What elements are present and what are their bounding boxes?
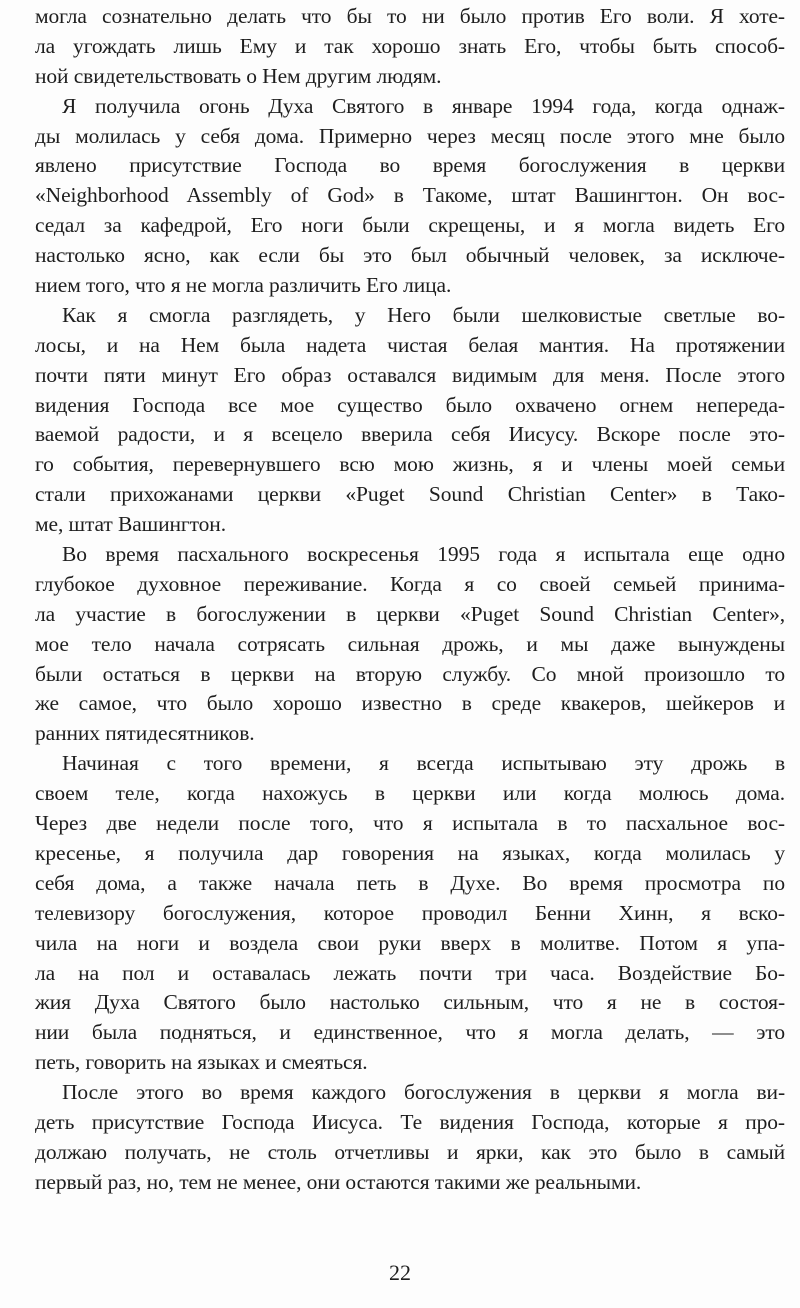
paragraph xyxy=(35,540,785,749)
text-line: деть присутствие Господа Иисуса. Те видения Господа, которые я про- xyxy=(35,1109,785,1134)
text-line: нием того, что я не могла различить Его лица. xyxy=(35,273,452,298)
text-line: седал за кафедрой, Его ноги были скрещены, и я могла видеть Его xyxy=(35,213,785,238)
text-line: ла угождать лишь Ему и так хорошо знать Его, чтобы быть способ- xyxy=(35,33,785,58)
text-line: петь, говорить на языках и смеяться. xyxy=(35,1050,368,1075)
paragraph xyxy=(35,749,785,1078)
text-line: лосы, и на Нем была надета чистая белая мантия. На протяжении xyxy=(35,332,785,357)
text-line: первый раз, но, тем не менее, они остаются такими же реальными. xyxy=(35,1169,642,1194)
text-line: ранних пятидесятников. xyxy=(35,721,255,746)
text-line: нии была подняться, и единственное, что я могла делать, — это xyxy=(35,1020,785,1045)
text-line: глубокое духовное переживание. Когда я со своей семьей принима- xyxy=(35,571,785,596)
paragraph xyxy=(35,2,785,92)
body-text xyxy=(35,2,785,1198)
page-number: 22 xyxy=(389,1260,411,1285)
text-line: После этого во время каждого богослужения в церкви я могла ви- xyxy=(62,1080,785,1105)
text-line: телевизору богослужения, которое проводил Бенни Хинн, я вско- xyxy=(35,900,785,925)
text-line: ла на пол и оставалась лежать почти три часа. Воздействие Бо- xyxy=(35,960,785,985)
text-line: ды молилась у себя дома. Примерно через месяц после этого мне было xyxy=(35,123,785,148)
text-line: жия Духа Святого было настолько сильным, что я не в состоя- xyxy=(35,990,785,1015)
text-line: ваемой радости, и я всецело вверила себя Иисусу. Вскоре после это- xyxy=(35,422,785,447)
text-line: мое тело начала сотрясать сильная дрожь, и мы даже вынуждены xyxy=(35,631,785,656)
text-line: себя дома, а также начала петь в Духе. Во время просмотра по xyxy=(35,870,785,895)
text-line: Через две недели после того, что я испытала в то пасхальное вос- xyxy=(35,811,785,836)
text-line: Начиная с того времени, я всегда испытываю эту дрожь в xyxy=(62,751,785,776)
text-line: явлено присутствие Господа во время богослужения в церкви xyxy=(35,153,785,178)
text-line: Как я смогла разглядеть, у Него были шелковистые светлые во- xyxy=(62,302,785,327)
text-line: го события, перевернувшего всю мою жизнь, я и члены моей семьи xyxy=(35,452,785,477)
text-line: были остаться в церкви на вторую службу. Со мной произошло то xyxy=(35,661,785,686)
text-line: «Neighborhood Assembly of God» в Такоме, штат Вашингтон. Он вос- xyxy=(35,183,785,208)
paragraph xyxy=(35,1078,785,1198)
text-line: Во время пасхального воскресенья 1995 года я испытала еще одно xyxy=(62,542,785,567)
text-line: чила на ноги и воздела свои руки вверх в молитве. Потом я упа- xyxy=(35,930,785,955)
text-line: стали прихожанами церкви «Puget Sound Christian Center» в Тако- xyxy=(35,482,785,507)
text-line: могла сознательно делать что бы то ни было против Его воли. Я хоте- xyxy=(35,4,785,28)
text-line: настолько ясно, как если бы это был обычный человек, за исключе- xyxy=(35,243,785,268)
text-line: кресенье, я получила дар говорения на языках, когда молилась у xyxy=(35,840,785,865)
text-line: ной свидетельствовать о Нем другим людям. xyxy=(35,63,442,88)
text-line: Я получила огонь Духа Святого в январе 1994 года, когда однаж- xyxy=(62,93,785,118)
text-line: своем теле, когда нахожусь в церкви или когда молюсь дома. xyxy=(35,781,785,806)
text-line: видения Господа все мое существо было охвачено огнем непереда- xyxy=(35,392,785,417)
paragraph xyxy=(35,92,785,301)
text-line: ла участие в богослужении в церкви «Puget Sound Christian Center», xyxy=(35,601,785,626)
text-line: почти пяти минут Его образ оставался видимым для меня. После этого xyxy=(35,362,785,387)
text-line: ме, штат Вашингтон. xyxy=(35,512,226,537)
text-line: же самое, что было хорошо известно в среде квакеров, шейкеров и xyxy=(35,691,785,716)
text-line: должаю получать, не столь отчетливы и ярки, как это было в самый xyxy=(35,1139,785,1164)
paragraph xyxy=(35,301,785,540)
